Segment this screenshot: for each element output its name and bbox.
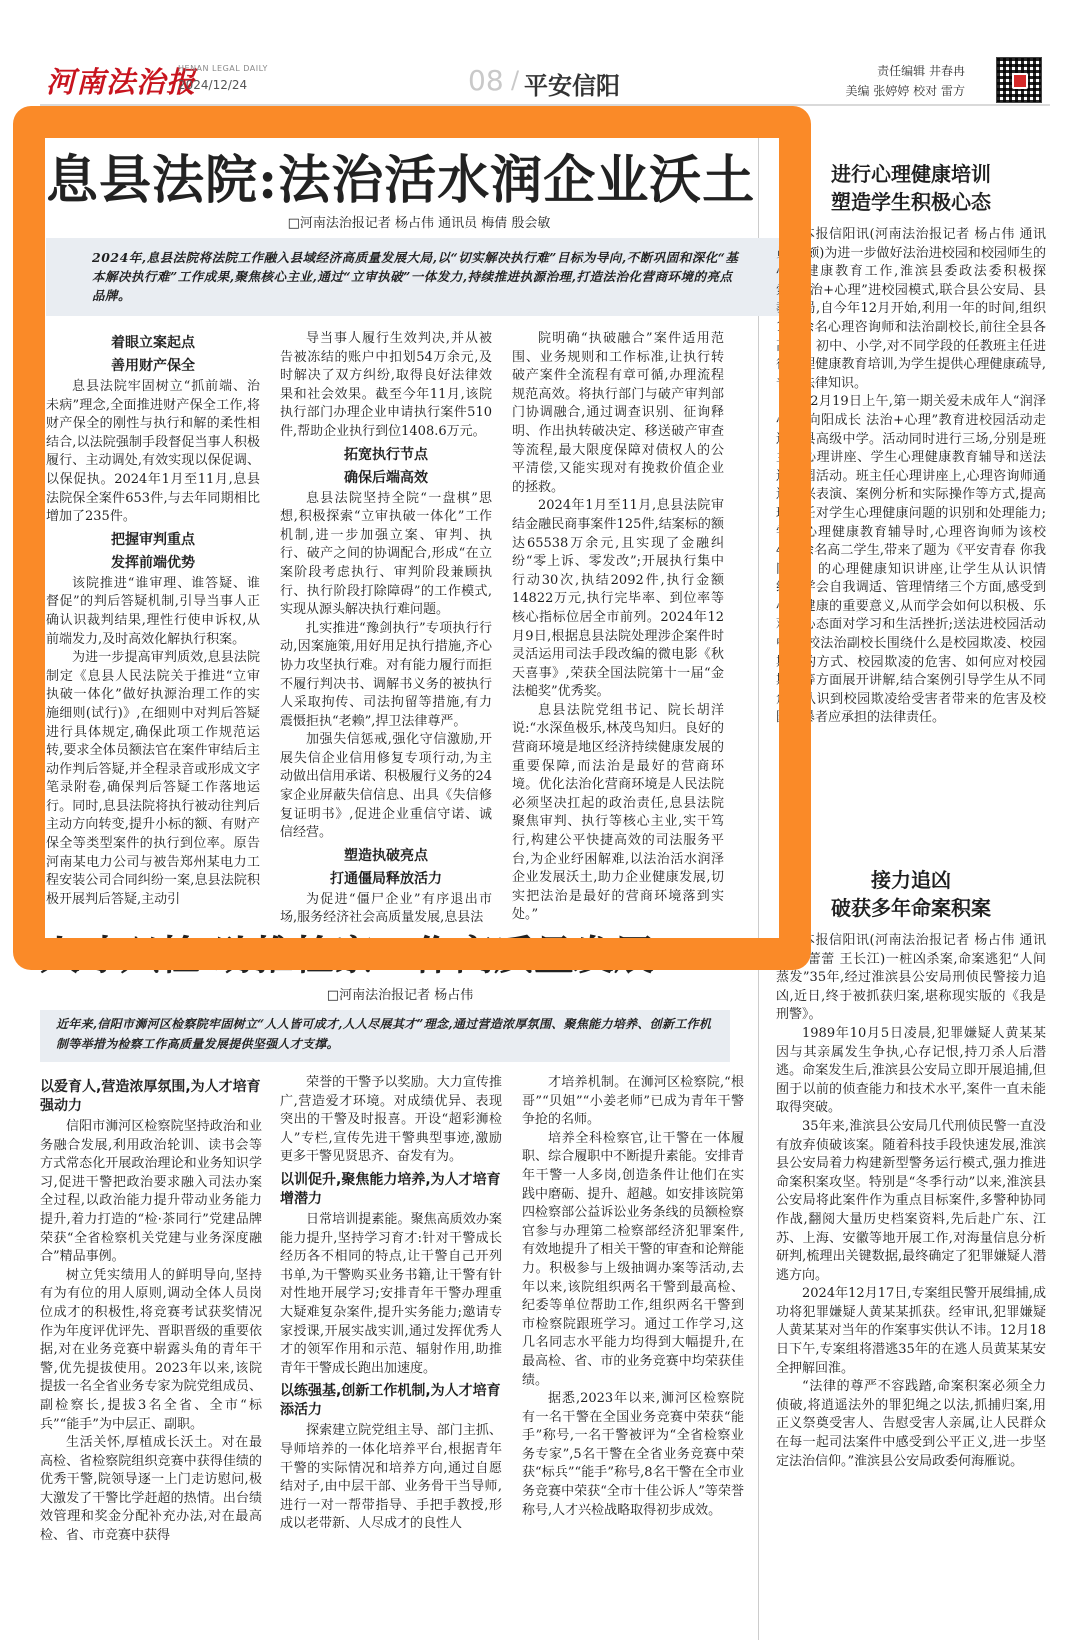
paragraph: 本报信阳讯(河南法治报记者 杨占伟 通讯员 吴颇)为进一步做好法治进校园和校园师生的心理健康教育工作,淮滨县委政法委积极探索“法治+心理”进校园模式,联合县公安局、县教体局,自今年12月开始,利用一年的时间,组织100余名心理咨询师和法治副校长,前往全县各高中、初中、小学,对不同学段的任教班主任进行心理健康教育培训,为学生提供心理健康疏导,普及法律知识。 [776,227,1046,391]
second-column-3 [522,1074,744,1642]
paragraph: 院明确“执破融合”案件适用范围、业务规则和工作标准,让执行转破产案件全流程有章可循,办理流程规范高效。将执行部门与破产审判部门协调融合,通过调查识别、征询释明、作出执转破决定、移送破产审查等流程,最大限度保障对债权人的公平清偿,又能实现对有挽救价值企业的拯救。 [512,331,724,495]
editor-credit: 责任编辑 井春冉 [877,64,965,78]
newspaper-logo: 河南法治报 [46,65,197,99]
paragraph: 据悉,2023年以来,浉河区检察院有一名干警在全国业务竞赛中荣获“能手”称号,一名干警被评为“全省检察业务专家”,5名干警在全省业务竞赛中荣获“标兵”“能手”称号,8名干警在全市业务竞赛中荣获“全市十佳公诉人”等荣誉称号,人才兴检战略取得初步成效。 [522,1391,744,1518]
paragraph: 才培养机制。在浉河区检察院,“根哥”“贝姐”“小姜老师”已成为青年干警争抢的名师。 [522,1075,744,1128]
subheading: 善用财产保全 [111,358,195,374]
page-number: 08 [468,64,504,97]
paragraph: 息县法院坚持全院“一盘棋”思想,积极探索“立审执破一体化”工作机制,进一步加强立案、审判、执行、破产之间的协调配合,形成“在立案阶段考虑执行、审判阶段兼顾执行、执行阶段打除障碍”的工作模式,实现从源头解决执行难问题。 [280,490,492,618]
right-story-1-title-line1: 进行心理健康培训 [831,162,991,186]
paragraph: 12月19日上午,第一期关爱未成年人“润泽心灵 向阳成长 法治+心理”教育进校园活动走进该县高级中学。活动同时进行三场,分别是班主任心理讲座、学生心理健康教育辅导和送法进校园活动。班主任心理讲座上,心理咨询师通过即兴表演、案例分析和实际操作等方式,提高班主任对学生心理健康问题的识别和处理能力;学生心理健康教育辅导时,心理咨询师为该校450余名高二学生,带来了题为《平安青春 你我同行》的心理健康知识讲座,让学生从认识情绪、学会自我调适、管理情绪三个方面,感受到心理健康的重要意义,从而学会如何以积极、乐观的心态面对学习和生活挫折;送法进校园活动中,该校法治副校长围绕什么是校园欺凌、校园欺凌的方式、校园欺凌的危害、如何应对校园欺凌等方面展开讲解,结合案例引导学生从不同角度认识到校园欺凌给受害者带来的危害及校园施暴者应承担的法律责任。 [776,394,1046,726]
qr-logo-icon [1012,73,1028,89]
paragraph: 本报信阳讯(河南法治报记者 杨占伟 通讯员 姜蕾蕾 王长江)一桩凶杀案,命案逃犯“人间蒸发”35年,经过淮滨县公安局刑侦民警接力追凶,近日,终于被抓获归案,堪称现实版的《我是刑警》。 [776,933,1046,1023]
subheading: 以训促升,聚焦能力培养,为人才培育增潜力 [280,1171,501,1207]
designer-credit: 美编 张婷婷 校对 雷方 [845,84,965,98]
right-story-2-title[interactable] [776,866,1046,922]
main-headline[interactable]: 息县法院:法治活水润企业沃土 [46,150,756,211]
subheading: 塑造执破亮点 [344,847,428,864]
second-lead: 近年来,信阳市浉河区检察院牢固树立“人人皆可成才,人人尽展其才”理念,通过营造浓厚氛围、聚焦能力培养、创新工作机制等举措为检察工作高质量发展提供坚强人才支撑。 [56,1017,712,1051]
right-story-1-title[interactable] [776,160,1046,216]
subheading: 发挥前端优势 [111,554,195,571]
paragraph: 息县法院党组书记、院长胡洋说:“水深鱼极乐,林茂鸟知归。良好的营商环境是地区经济持续健康发展的重要保障,而法治是最好的营商环境。优化法治化营商环境是人民法院必须坚决扛起的政治责任,息县法院聚焦审判、执行等核心主业,实干笃行,构建公平快捷高效的司法服务平台,为企业纾困解难,以法治活水润泽企业发展沃土,助力企业健康发展,切实把法治是最好的营商环境落到实处。” [512,702,724,923]
paragraph: 信阳市浉河区检察院坚持政治和业务融合发展,利用政治轮训、读书会等方式常态化开展政治理论和业务知识学习,促进干警把政治要求融入司法办案全过程,以政治能力提升带动业务能力提升,着力打造的“检·茶同行”党建品牌荣获“全省检察机关党建与业务深度融合”精品事例。 [40,1119,262,1265]
paragraph: “法律的尊严不容践踏,命案积案必须全力侦破,将逍遥法外的罪犯绳之以法,抓捕归案,用正义祭奠受害人、告慰受害人亲属,让人民群众在每一起司法案件中感受到公平正义,进一步坚定法治信仰。”淮滨县公安局政委何海雁说。 [776,1379,1046,1469]
second-column-2 [280,1074,502,1642]
paragraph: 树立凭实绩用人的鲜明导向,坚持有为有位的用人原则,调动全体人员岗位成才的积极性,将竞赛考试获奖情况作为年度评优评先、晋职晋级的重要依据,对在业务竞赛中崭露头角的青年干警,优先提拔使用。2023年以来,该院提拔一名全省业务专家为院党组成员、副检察长,提拔3名全省、全市“标兵”“能手”为中层正、副职。 [40,1267,262,1432]
right-story-1-body [776,226,1046,846]
paragraph: 2024年12月17日,专案组民警开展缉捕,成功将犯罪嫌疑人黄某某抓获。经审讯,犯罪嫌疑人黄某某对当年的作案事实供认不讳。12月18日下午,专案组将潜逃35年的在逃人员黄某某安全押解回淮。 [776,1286,1046,1376]
right-story-2-body [776,932,1046,1632]
subheading: 把握审判重点 [111,531,195,548]
paragraph: 生活关怀,厚植成长沃土。对在最高检、省检察院组织竞赛中获得佳绩的优秀干警,院领导逐一上门走访慰问,极大激发了干警比学赶超的热情。出台绩效管理和奖金分配补充办法,对在最高检、省、市竞赛中获得 [40,1435,262,1544]
paragraph: 2024年1月至11月,息县法院审结金融民商事案件125件,结案标的额达65538万余元,且实现了金融纠纷“零上诉、零发改”;开展执行集中行动30次,执结2092件,执行金额14822万元,执行完毕率、到位率等核心指标位居全市前列。2024年12月9日,根据息县法院处理涉企案件时灵活运用司法手段改编的微电影《秋天喜事》,荣获全国法院第十一届“金法槌奖”优秀奖。 [512,498,724,700]
main-column-1 [46,330,260,910]
paragraph: 探索建立院党组主导、部门主抓、导师培养的一体化培养平台,根据青年干警的实际情况和培养方向,通过自愿结对子,由中层干部、业务骨干当导师,进行一对一帮带指导、手把手教授,形成以老带新、人尽成才的良性人 [280,1423,502,1532]
subheading: 着眼立案起点 [111,335,195,351]
paragraph: 为促进“僵尸企业”有序退出市场,服务经济社会高质量发展,息县法 [280,891,492,926]
subheading: 以练强基,创新工作机制,为人才培育添活力 [280,1383,501,1419]
main-column-2 [280,330,492,926]
subheading: 确保后端高效 [344,469,428,486]
paragraph: 35年来,淮滨县公安局几代刑侦民警一直没有放弃侦破该案。随着科技手段快速发展,淮滨县公安局着力构建新型警务运行模式,强力推进命案积案攻坚。特别是“冬季行动”以来,淮滨县公安局将此案件作为重点目标案件,多警种协同作战,翻阅大量历史档案资料,先后赴广东、江苏、上海、安徽等地开展工作,对海量信息分析研判,梳理出关键数据,最终确定了犯罪嫌疑人潜逃方向。 [776,1118,1046,1283]
subheading: 打通僵局释放活力 [330,870,442,887]
paragraph: 日常培训提素能。聚焦高质效办案能力提升,坚持学习育才:针对干警成长经历各不相同的特点,让干警自己开列书单,为干警购买业务书籍,让干警有针对性地开展学习;安排青年干警办理重大疑难复杂案件,提升实务能力;邀请专家授课,开展实战实训,通过发挥优秀人才的领军作用和示范、辐射作用,助推青年干警成长跑出加速度。 [280,1211,502,1376]
paragraph: 为进一步提高审判质效,息县法院制定《息县人民法院关于推进“立审执破一体化”做好执源治理工作的实施细则(试行)》,在细则中对判后答疑进行具体规定,确保此项工作规范运转,要求全体员额法官在案件审结后主动作判后答疑,并全程录音或形成文字笔录附卷,确保判后答疑工作落地运行。同时,息县法院将执行被动往判后主动方向转变,提升小标的额、有财产保全等类型案件的执行到位率。原告河南某电力公司与被告郑州某电力工程安装公司合同纠纷一案,息县法院积极开展判后答疑,主动引 [46,650,260,907]
paragraph: 导当事人履行生效判决,并从被告被冻结的账户中扣划54万余元,及时解决了双方纠纷,取得良好法律效果和社会效果。截至今年11月,该院执行部门办理企业申请执行案件510件,帮助企业执行到位1408.6万元。 [280,331,492,439]
paragraph: 加强失信惩戒,强化守信激励,开展失信企业信用修复专项行动,为主动做出信用承诺、积极履行义务的24家企业屏蔽失信信息、出具《失信修复证明书》,促进企业重信守诺、诚信经营。 [280,732,492,841]
right-story-1-title-line2: 塑造学生积极心态 [831,190,991,214]
main-byline: □河南法治报记者 杨占伟 通讯员 梅倩 殷会敏 [287,216,551,231]
paragraph: 该院推进“谁审理、谁答疑、谁督促”的判后答疑机制,引导当事人正确认识裁判结果,理性行使申诉权,从前端发力,及时高效化解执行积案。 [46,575,260,647]
paragraph: 培养全科检察官,让干警在一体履职、综合履职中不断提升素能。安排青年干警一人多岗,创造条件让他们在实践中磨砺、提升、超越。如安排该院第四检察部公益诉讼业务条线的员额检察官参与办理第二检察部经济犯罪案件,有效地提升了相关干警的审查和论辩能力。积极参与上级抽调办案等活动,去年以来,该院组织两名干警到最高检、纪委等单位帮助工作,组织两名干警到市检察院跟班学习。通过工作学习,这几名同志水平能力均得到大幅提升,在最高检、省、市的业务竞赛中均荣获佳绩。 [522,1130,744,1388]
newspaper-logo-english: HENAN LEGAL DAILY [178,64,268,73]
page-slash: / [511,66,520,94]
paragraph: 息县法院牢固树立“抓前端、治未病”理念,全面推进财产保全工作,将财产保全的刚性与执行和解的柔性相结合,以法院强制手段督促当事人积极履行、主动调处,有效实现以保促调、以保促执。2024年1月至11月,息县法院保全案件653件,与去年同期相比增加了235件。 [46,379,260,525]
right-story-2-title-line2: 破获多年命案积案 [831,896,991,920]
masthead-divider [40,104,1050,106]
paragraph: 扎实推进“豫剑执行”专项执行行动,因案施策,用好用足执行措施,齐心协力攻坚执行难。对有能力履行而拒不履行判决书、调解书义务的被执行人采取拘传、司法拘留等措施,有力震慑拒执“老赖”,捍卫法律尊严。 [280,620,492,729]
column-divider [758,110,759,1640]
second-headline[interactable]: 人才兴检 助推检察工作高质量发展 [40,932,654,979]
second-column-1 [40,1074,262,1642]
section-name: 平安信阳 [524,72,620,100]
publication-date: 2024/12/24 [178,78,248,92]
right-story-2-title-line1: 接力追凶 [871,868,951,892]
second-byline: □河南法治报记者 杨占伟 [326,988,474,1003]
paragraph: 荣誉的干警予以奖励。大力宣传推广,营造爱才环境。对成绩优异、表现突出的干警及时报喜。开设“超彩浉检人”专栏,宣传先进干警典型事迹,激励更多干警见贤思齐、奋发有为。 [280,1075,502,1165]
main-lead: 2024年,息县法院将法院工作融入县域经济高质量发展大局,以“切实解决执行难”目标为导向,不断巩固和深化“基本解决执行难”工作成果,聚焦核心主业,通过“立审执破”一体发力,持续推进执源治理,打造法治化营商环境的亮点品牌。 [92,250,739,303]
subheading: 拓宽执行节点 [344,446,428,463]
main-column-3 [512,330,724,923]
paragraph: 1989年10月5日凌晨,犯罪嫌疑人黄某某因与其亲属发生争执,心存记恨,持刀杀人后潜逃。命案发生后,淮滨县公安局立即开展追捕,但囿于以前的侦查能力和技术水平,案件一直未能取得突破。 [776,1025,1046,1116]
subheading: 以爱育人,营造浓厚氛围,为人才培育强动力 [40,1079,261,1114]
